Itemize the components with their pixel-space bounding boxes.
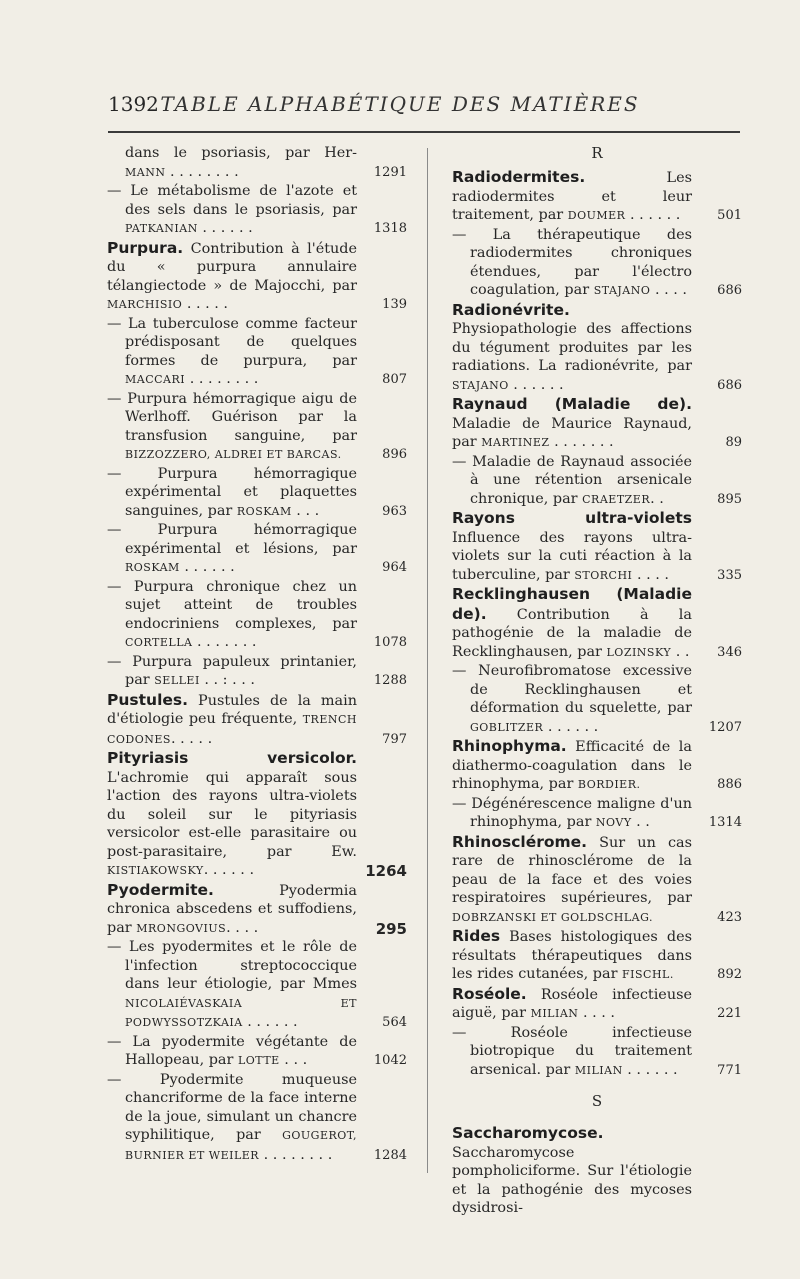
entry-page-number: 1288 [373, 673, 407, 688]
entry-page-number: 896 [382, 447, 407, 462]
index-entry [452, 927, 742, 985]
entry-headword: Rayons ultra-violets [452, 509, 692, 527]
entry-description: Maladie de Maurice Raynaud, par [452, 415, 692, 450]
entry-page-number: 886 [717, 777, 742, 792]
index-entry [452, 453, 742, 510]
entry-description: Contribution à la pathogénie de la maladie de Recklinghausen, par [452, 606, 692, 660]
entry-text [452, 985, 692, 1024]
entry-description: — Purpura hémorragique expérimental et lésions, par [107, 522, 357, 557]
entry-page-number: 1291 [373, 164, 407, 180]
index-entry [107, 1033, 407, 1071]
entry-page-number: 89 [725, 435, 742, 450]
entry-text [452, 585, 692, 662]
entry-author: DOBRZANSKI ET GOLDSCHLAG. [452, 910, 653, 924]
entry-page-number: 964 [382, 560, 407, 575]
entry-leader-dots: . . [631, 814, 650, 830]
column-divider [427, 148, 428, 1173]
entry-leader-dots: . . . . . . . [192, 634, 257, 650]
entry-page-number: 807 [382, 372, 407, 387]
entry-description: Contribution à l'étude du « purpura annulaire télangiectode » de Majocchi, par [107, 240, 357, 294]
entry-leader-dots: . . . . . . [197, 220, 253, 236]
entry-headword: Pityriasis versicolor. [107, 749, 357, 767]
right-column [452, 144, 742, 1218]
entry-text [107, 315, 357, 390]
entry-author: STAJANO [452, 378, 509, 392]
index-entry [107, 144, 407, 182]
index-entry [107, 239, 407, 315]
entry-text [452, 509, 692, 585]
entry-headword: Saccharomycose. [452, 1124, 604, 1142]
entry-text [107, 390, 357, 465]
entry-text [107, 521, 357, 578]
entry-description: — Pyodermite muqueuse chancriforme de la face interne de la joue, simulant un chancre syphilitique, par [107, 1071, 357, 1143]
entry-text [107, 1071, 357, 1166]
entry-leader-dots: . . . . . . [179, 559, 235, 575]
entry-author: STORCHI [574, 568, 633, 582]
entry-page-number: 1318 [373, 221, 407, 236]
entry-description: Roséole infectieuse aiguë, par [452, 986, 692, 1021]
entry-author: MARCHISIO [107, 298, 183, 311]
entry-author: GOBLITZER [470, 720, 544, 734]
entry-headword: Radiodermites. [452, 168, 586, 186]
entry-page-number: 1207 [708, 719, 742, 735]
entry-leader-dots: . . . . . [182, 296, 228, 312]
entry-page-number: 346 [717, 644, 742, 660]
index-entry [452, 662, 742, 737]
entry-description: — Purpura hémorragique expérimental et plaquettes sanguines, par [107, 465, 357, 519]
entry-page-number: 686 [717, 377, 742, 393]
header-rule [108, 131, 740, 133]
page-number: 1392 [108, 92, 159, 116]
entry-author: BORDIER. [577, 778, 641, 791]
entry-text [107, 938, 357, 1033]
entry-description: Influence des rayons ultra-violets sur la cuti réaction à la tuberculine, par [452, 529, 692, 583]
entry-text [452, 662, 692, 737]
entry-leader-dots: . . : . . . [199, 672, 255, 688]
entry-headword: Pustules. [107, 690, 189, 709]
entry-headword: Raynaud (Maladie de). [452, 395, 692, 413]
entry-leader-dots: . . . . . . [622, 1061, 678, 1078]
entry-page-number: 1314 [708, 815, 742, 830]
entry-headword: Purpura. [107, 238, 184, 257]
section-letter: S [591, 1092, 603, 1110]
index-entry [452, 985, 742, 1024]
entry-headword: Pyodermite. [107, 880, 214, 899]
index-entry [452, 168, 742, 226]
entry-description: Pustules de la main d'étiologie peu fréquente, [107, 692, 357, 727]
entry-page-number: 501 [717, 208, 742, 223]
index-entry [107, 881, 407, 939]
index-entry [107, 182, 407, 239]
entry-page-number: 564 [382, 1015, 407, 1030]
index-entry [452, 795, 742, 833]
entry-text [452, 795, 692, 833]
entry-headword: Rides [452, 927, 501, 945]
entry-text [107, 1033, 357, 1071]
index-entry [452, 585, 742, 662]
section-gap [452, 1080, 742, 1092]
index-entry [452, 226, 742, 301]
entry-leader-dots: . . . . . . [508, 376, 564, 393]
entry-text [107, 578, 357, 653]
page-title: TABLE ALPHABÉTIQUE DES MATIÈRES [160, 92, 640, 116]
entry-text [452, 395, 692, 453]
entry-author: BIZZOZZERO, ALDREI ET BARCAS. [125, 448, 342, 461]
entry-page-number: 771 [717, 1062, 742, 1078]
entry-text [452, 168, 692, 226]
entry-author: MRONGOVIUS [136, 921, 227, 935]
entry-description: — Les pyodermites et le rôle de l'infection streptococcique dans leur étiologie, par Mmes [107, 939, 357, 992]
entry-author: LOZINSKY [606, 645, 672, 659]
section-letter: R [591, 144, 603, 162]
entry-leader-dots: . . [650, 490, 664, 507]
entry-author: CRAETZER [582, 492, 651, 506]
entry-leader-dots: . . . [279, 1052, 308, 1068]
entry-leader-dots: . . . . [578, 1005, 616, 1021]
entry-leader-dots: . . . . . . . . [185, 371, 259, 387]
entry-author: CORTELLA [125, 636, 193, 649]
entry-author: SELLEI [154, 674, 200, 687]
entry-description: — Dégénérescence maligne d'un rhinophyma, par [452, 795, 692, 830]
index-entry [107, 465, 407, 522]
entry-page-number: 1264 [365, 862, 407, 880]
entry-headword: Rhinophyma. [452, 737, 567, 755]
entry-leader-dots: . . . . [632, 566, 670, 583]
entry-text [452, 301, 692, 396]
entry-description: Efficacité de la diathermo-coagulation dans le rhinophyma, par [452, 739, 692, 792]
entry-author: NICOLAIÉVASKAIA ET PODWYSSOTZKAIA [125, 996, 357, 1029]
entry-text [107, 465, 357, 522]
entry-leader-dots: . . . . . . . . [165, 163, 239, 180]
entry-leader-dots: . . . . [650, 282, 688, 298]
entry-text [452, 833, 692, 928]
index-entry [107, 1071, 407, 1166]
entry-description: — Roséole infectieuse biotropique du traitement arsenical. par [452, 1024, 692, 1078]
entry-author: MILIAN [530, 1007, 579, 1020]
entry-page-number: 1284 [373, 1147, 407, 1163]
entry-author: MARTINEZ [481, 436, 550, 449]
entry-text [107, 653, 357, 691]
entry-author: DOUMER [567, 209, 626, 222]
index-entry [452, 737, 742, 795]
entry-page-number: 1078 [373, 635, 407, 650]
index-entry [452, 301, 742, 396]
page-header [0, 88, 800, 128]
entry-text [107, 144, 357, 182]
entry-description: — La pyodermite végétante de Hallopeau, par [107, 1033, 357, 1068]
entry-leader-dots: . . . . [226, 919, 259, 936]
entry-leader-dots: . . . . . . . . [259, 1146, 333, 1163]
index-entry [107, 315, 407, 390]
entry-page-number: 892 [717, 967, 742, 982]
entry-text [107, 691, 357, 750]
entry-leader-dots: . . . . . . [203, 862, 255, 878]
index-entry [107, 691, 407, 750]
entry-text [452, 1024, 692, 1081]
entry-description: Sur un cas rare de rhinosclérome de la peau de la face et des voies respiratoires supérieures, par [452, 834, 692, 906]
entry-leader-dots: . . . . . [170, 730, 213, 747]
index-entry [452, 395, 742, 453]
entry-author: ROSKAM [236, 504, 292, 518]
entry-description: Pyodermia chronica abscedens et suffodiens, par [107, 882, 357, 936]
entry-leader-dots: . . . . . . [543, 718, 599, 735]
entry-leader-dots: . . . . . . [625, 207, 681, 223]
entry-author: MANN [125, 165, 166, 179]
entry-author: MILIAN [574, 1063, 623, 1077]
index-entry [107, 749, 407, 881]
entry-page-number: 686 [717, 283, 742, 298]
index-entry [107, 653, 407, 691]
entry-author: STAJANO [593, 284, 651, 297]
entry-description: — Purpura hémorragique aigu de Werlhoff. Guérison par la transfusion sanguine, par [107, 390, 357, 444]
entry-author: TRENCH CODONES [107, 713, 358, 746]
entry-page-number: 423 [717, 909, 742, 925]
entry-page-number: 963 [382, 503, 407, 519]
entry-author: LOTTE [237, 1054, 280, 1067]
entry-page-number: 295 [375, 919, 407, 938]
entry-description: Les radiodermites et leur traitement, par [452, 170, 692, 223]
entry-description: Saccharomycose pompholiciforme. Sur l'étiologie et la pathogénie des mycoses dysidrosi- [452, 1144, 692, 1216]
entry-leader-dots: . . . . . . . [549, 434, 614, 450]
entry-headword: Radionévrite. [452, 300, 570, 319]
entry-text [452, 1124, 692, 1218]
entry-description: — La thérapeutique des radiodermites chroniques étendues, par l'électro coagulation, par [452, 226, 692, 298]
entry-description: dans le psoriasis, par Her- [125, 145, 357, 161]
entry-text [107, 239, 357, 315]
entry-author: GOUGEROT, BURNIER ET WEILER [125, 1129, 357, 1162]
index-entry [107, 390, 407, 465]
entry-description: Bases histologiques des résultats thérapeutiques dans les rides cutanées, par [452, 929, 692, 982]
entry-headword: Roséole. [452, 984, 527, 1003]
entry-leader-dots: . . . . . . [242, 1014, 298, 1030]
entry-text [107, 749, 357, 881]
entry-description: — Purpura chronique chez un sujet atteint de troubles endocriniens complexes, par [107, 578, 357, 632]
entry-leader-dots: . . . [291, 502, 320, 519]
index-entry [452, 1124, 742, 1218]
entry-page-number: 335 [717, 567, 742, 583]
entry-author: MACCARI [125, 373, 186, 386]
index-entry [452, 833, 742, 928]
entry-headword: Recklinghausen (Maladie de). [452, 585, 692, 623]
index-entry [452, 1024, 742, 1081]
entry-page-number: 797 [382, 731, 407, 747]
entry-author: FISCHL. [622, 968, 674, 981]
entry-page-number: 221 [717, 1006, 742, 1021]
entry-author: NOVY [595, 816, 632, 829]
index-entry [107, 521, 407, 578]
entry-description: — Maladie de Raynaud associée à une rétention arsenicale chronique, par [452, 453, 692, 507]
section-gap [452, 1116, 742, 1124]
entry-text [452, 453, 692, 510]
entry-text [452, 226, 692, 301]
entry-page-number: 895 [717, 491, 742, 507]
index-entry [107, 578, 407, 653]
entry-text [107, 881, 357, 939]
entry-author: KISTIAKOWSKY [107, 864, 204, 877]
entry-description: Physiopathologie des affections du tégument produites par les radiations. La radionévrite, par [452, 321, 692, 374]
entry-author: PATKANIAN [125, 222, 198, 235]
entry-page-number: 139 [382, 297, 407, 312]
entry-text [452, 737, 692, 795]
index-entry [452, 509, 742, 585]
entry-description: — La tuberculose comme facteur prédisposant de quelques formes de purpura, par [107, 315, 357, 369]
entry-description: — Purpura papuleux printanier, par [107, 653, 357, 688]
entry-author: ROSKAM [125, 561, 180, 574]
index-entry [107, 938, 407, 1033]
entry-headword: Rhinosclérome. [452, 832, 588, 851]
entry-description: L'achromie qui apparaît sous l'action des rayons ultra-violets du soleil sur le pityriasis versicolor est-elle parasitaire ou post-parasitaire, par Ew. [107, 769, 357, 860]
entry-text [452, 927, 692, 985]
left-column [107, 144, 407, 1165]
entry-page-number: 1042 [373, 1053, 407, 1068]
entry-description: — Le métabolisme de l'azote et des sels dans le psoriasis, par [107, 183, 357, 218]
entry-leader-dots: . . [671, 643, 690, 660]
entry-text [107, 182, 357, 239]
entry-description: — Neurofibromatose excessive de Recklinghausen et déformation du squelette, par [452, 663, 692, 716]
